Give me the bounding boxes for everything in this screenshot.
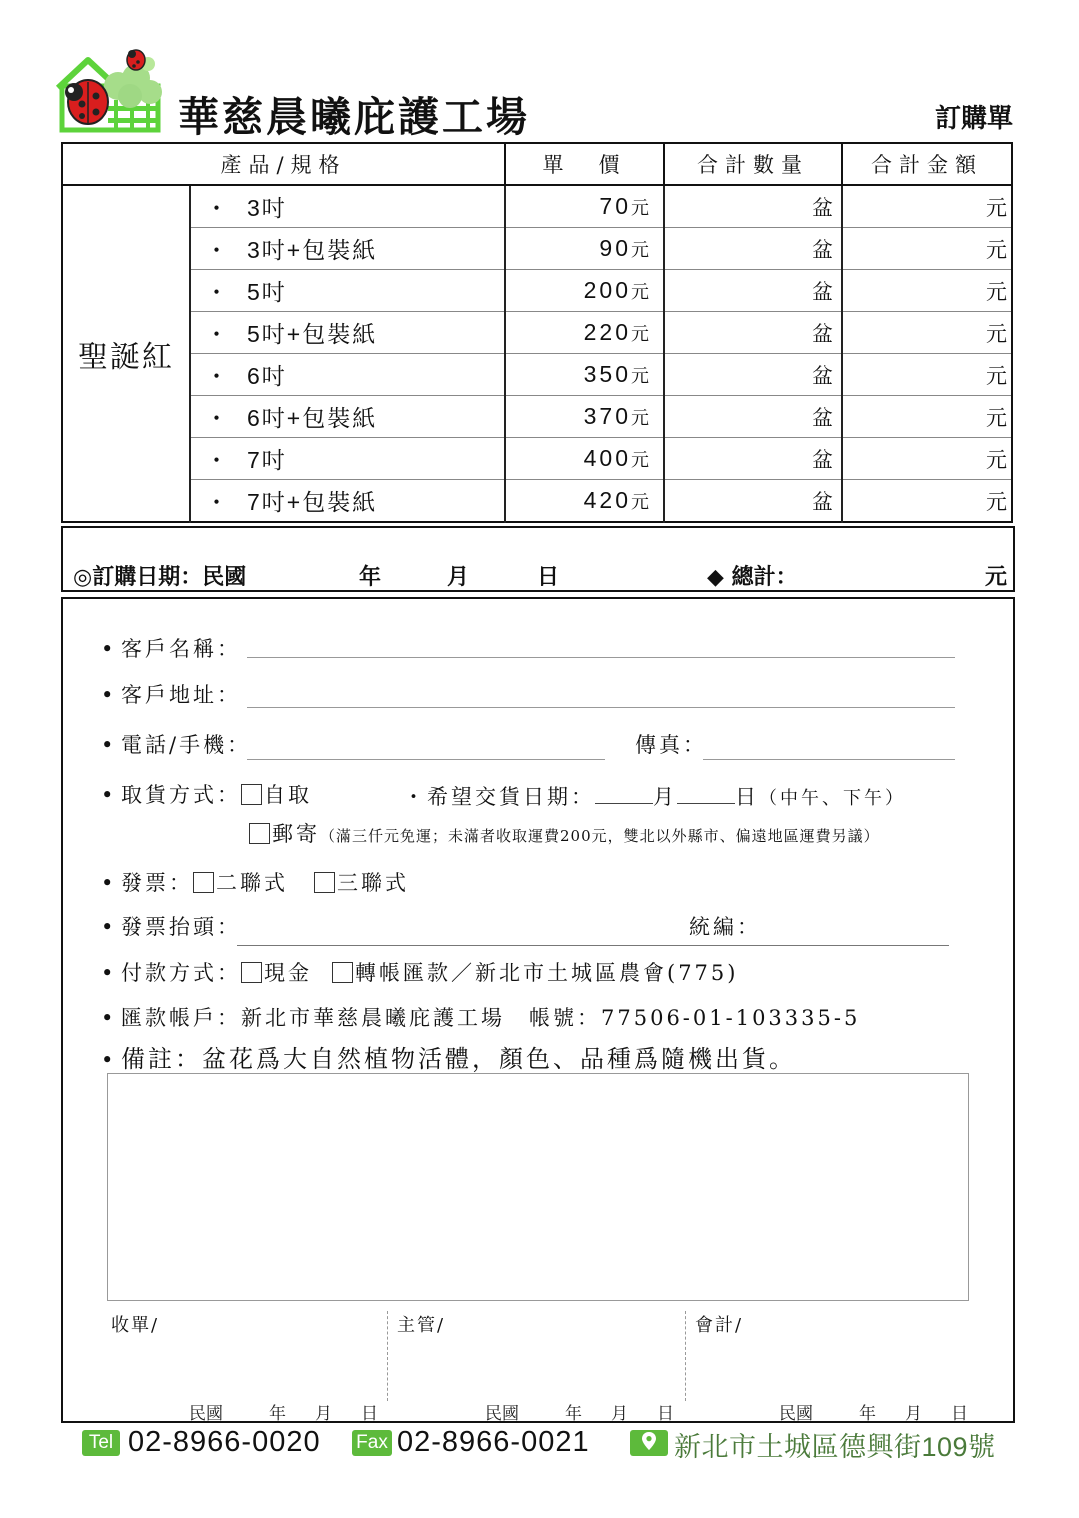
amount-unit: 元 bbox=[986, 490, 1007, 514]
customer-name-input[interactable] bbox=[247, 657, 955, 658]
map-pin-icon bbox=[630, 1430, 668, 1456]
fax-label: 傳真： bbox=[635, 733, 707, 757]
signature-divider bbox=[387, 1311, 388, 1401]
amount-unit: 元 bbox=[986, 448, 1007, 472]
remit-account-row: • 匯款帳戶：新北市華慈晨曦庇護工場 帳號：77506-01-103335-5 bbox=[101, 1006, 861, 1030]
customer-name-label: 客戶名稱： bbox=[121, 637, 241, 661]
bullet: ・ bbox=[205, 447, 228, 473]
invoice-row: • 發票： 二聯式 三聯式 bbox=[101, 871, 409, 895]
quantity-input-cell[interactable] bbox=[664, 270, 842, 312]
invoice-three-part-checkbox[interactable] bbox=[314, 872, 335, 893]
phone-label: 電話/手機： bbox=[121, 733, 252, 757]
quantity-input-cell[interactable] bbox=[664, 480, 842, 523]
grand-total-label: ◆ 總計： bbox=[707, 565, 798, 590]
pickup-mail-checkbox[interactable] bbox=[249, 823, 270, 844]
unit-price-unit: 元 bbox=[631, 324, 649, 344]
grand-total-unit[interactable]: 元 bbox=[984, 565, 1007, 590]
unit-price-cell bbox=[505, 438, 664, 480]
payment-cash-checkbox[interactable] bbox=[241, 962, 262, 983]
signature-receiver-label: 收單/ bbox=[111, 1315, 160, 1336]
spec-text: 5吋+包裝紙 bbox=[247, 321, 378, 347]
spec-text: 6吋 bbox=[247, 363, 287, 389]
table-row bbox=[62, 480, 1012, 523]
payment-transfer-label: 轉帳匯款／新北市土城區農會(775) bbox=[355, 961, 739, 985]
quantity-input-cell[interactable] bbox=[664, 312, 842, 354]
unit-price-cell bbox=[505, 312, 664, 354]
unit-price-value: 220 bbox=[583, 319, 631, 345]
table-row bbox=[62, 312, 1012, 354]
customer-address-label: 客戶地址： bbox=[121, 683, 241, 707]
column-header-total-amount: 合計金額 bbox=[842, 143, 1012, 185]
order-date-month[interactable]: 月 bbox=[447, 565, 470, 590]
column-header-unit-price: 單 價 bbox=[505, 143, 664, 185]
invoice-label: 發票： bbox=[121, 871, 193, 895]
delivery-date-label: ・希望交貨日期： bbox=[403, 785, 595, 809]
fax-badge-icon: Fax bbox=[352, 1430, 392, 1456]
column-header-total-quantity: 合計數量 bbox=[664, 143, 842, 185]
quantity-input-cell[interactable] bbox=[664, 354, 842, 396]
spec-cell bbox=[190, 312, 505, 354]
ladybug-house-logo-icon bbox=[52, 44, 170, 136]
document-title: 訂購單 bbox=[934, 104, 1013, 134]
delivery-time-note: （中午、下午） bbox=[759, 788, 906, 809]
unit-price-cell bbox=[505, 480, 664, 523]
amount-unit: 元 bbox=[986, 322, 1007, 346]
bullet: ・ bbox=[205, 405, 228, 431]
category-cell: 聖誕紅 bbox=[62, 185, 190, 522]
pickup-mail-row bbox=[249, 818, 880, 848]
amount-unit: 元 bbox=[986, 406, 1007, 430]
unit-price-unit: 元 bbox=[631, 450, 649, 470]
amount-input-cell[interactable] bbox=[842, 312, 1012, 354]
invoice-three-part-label: 三聯式 bbox=[337, 871, 409, 895]
invoice-title-row: • 發票抬頭： bbox=[101, 915, 241, 939]
unit-price-cell bbox=[505, 228, 664, 270]
quantity-unit: 盆 bbox=[812, 448, 833, 472]
tax-id-label: 統編： bbox=[689, 915, 761, 939]
payment-transfer-checkbox[interactable] bbox=[332, 962, 353, 983]
table-row bbox=[62, 228, 1012, 270]
quantity-input-cell[interactable] bbox=[664, 438, 842, 480]
invoice-two-part-label: 二聯式 bbox=[216, 871, 288, 895]
phone-row: • 電話/手機： bbox=[101, 733, 252, 757]
spec-cell bbox=[190, 270, 505, 312]
spec-cell bbox=[190, 396, 505, 438]
order-table bbox=[61, 142, 1013, 523]
telephone-number: 02-8966-0020 bbox=[128, 1426, 321, 1458]
bullet: ・ bbox=[205, 195, 228, 221]
amount-input-cell[interactable] bbox=[842, 228, 1012, 270]
pickup-label: 取貨方式： bbox=[121, 783, 241, 807]
spec-text: 6吋+包裝紙 bbox=[247, 405, 378, 431]
quantity-unit: 盆 bbox=[812, 322, 833, 346]
table-header-row bbox=[62, 143, 1012, 185]
customer-info-box: • 客戶名稱： • 客戶地址： • 電話/手機： 傳真： • 取貨方式： 自取 ・希望交貨日期： 月 日（中午、下午） 郵寄（滿三仟元免運；未滿者收取運費200元，雙北以外縣市、偏遠地區運費另議） • 發票： 二聯式 三聯式 • 發票抬頭： 統編： • 付款方式： 現金 轉帳匯款／新北市土城區農會(775) • 匯款帳戶：新北市華慈晨曦庇護工場 帳號：77506-01-103335-5 • 備註：盆花爲大自然植物活體，顏色、品種爲隨機出貨。 收單/ 主管/ 會計/ 民國 年 月 日 民國 年 月 日 民國 年 月 日 bbox=[61, 597, 1015, 1423]
unit-price-value: 90 bbox=[599, 235, 631, 261]
bullet: ・ bbox=[205, 489, 228, 515]
customer-address-input[interactable] bbox=[247, 707, 955, 708]
quantity-unit: 盆 bbox=[812, 238, 833, 262]
unit-price-unit: 元 bbox=[631, 408, 649, 428]
delivery-month-label: 月 bbox=[653, 785, 677, 809]
unit-price-value: 70 bbox=[599, 193, 631, 219]
unit-price-value: 350 bbox=[583, 361, 631, 387]
spec-cell bbox=[190, 438, 505, 480]
remark-text: 備註：盆花爲大自然植物活體，顏色、品種爲隨機出貨。 bbox=[121, 1045, 796, 1073]
table-row bbox=[62, 185, 1012, 228]
quantity-unit: 盆 bbox=[812, 406, 833, 430]
remit-account-text: 匯款帳戶：新北市華慈晨曦庇護工場 帳號：77506-01-103335-5 bbox=[121, 1006, 861, 1030]
spec-cell bbox=[190, 185, 505, 228]
customer-address-row: • 客戶地址： bbox=[101, 683, 241, 707]
unit-price-value: 400 bbox=[583, 445, 631, 471]
company-name: 華慈晨曦庇護工場 bbox=[178, 93, 530, 141]
address-text: 新北市土城區德興街109號 bbox=[674, 1432, 996, 1462]
unit-price-unit: 元 bbox=[631, 198, 649, 218]
quantity-unit: 盆 bbox=[812, 196, 833, 220]
amount-unit: 元 bbox=[986, 280, 1007, 304]
delivery-day-label: 日 bbox=[735, 785, 759, 809]
column-header-product: 產品/規格 bbox=[62, 143, 505, 185]
unit-price-value: 200 bbox=[583, 277, 631, 303]
quantity-unit: 盆 bbox=[812, 490, 833, 514]
pickup-self-label: 自取 bbox=[264, 783, 312, 807]
amount-input-cell[interactable] bbox=[842, 438, 1012, 480]
spec-text: 3吋+包裝紙 bbox=[247, 237, 378, 263]
spec-text: 5吋 bbox=[247, 279, 287, 305]
fax-input[interactable] bbox=[703, 759, 955, 760]
tel-badge-icon: Tel bbox=[82, 1430, 120, 1456]
amount-unit: 元 bbox=[986, 364, 1007, 388]
bullet: ・ bbox=[205, 279, 228, 305]
spec-cell bbox=[190, 354, 505, 396]
bullet: ・ bbox=[205, 363, 228, 389]
bullet: ・ bbox=[205, 321, 228, 347]
quantity-unit: 盆 bbox=[812, 364, 833, 388]
unit-price-unit: 元 bbox=[631, 492, 649, 512]
table-row bbox=[62, 438, 1012, 480]
payment-label: 付款方式： bbox=[121, 961, 241, 985]
table-row bbox=[62, 396, 1012, 438]
amount-input-cell[interactable] bbox=[842, 185, 1012, 228]
pickup-self-checkbox[interactable] bbox=[241, 784, 262, 805]
signature-divider bbox=[685, 1311, 686, 1401]
unit-price-value: 420 bbox=[583, 487, 631, 513]
order-date-bar bbox=[61, 526, 1015, 592]
unit-price-unit: 元 bbox=[631, 240, 649, 260]
invoice-title-input[interactable] bbox=[237, 945, 949, 946]
amount-input-cell[interactable] bbox=[842, 396, 1012, 438]
table-row bbox=[62, 270, 1012, 312]
payment-cash-label: 現金 bbox=[264, 961, 312, 985]
spec-text: 7吋 bbox=[247, 447, 287, 473]
quantity-unit: 盆 bbox=[812, 280, 833, 304]
unit-price-cell bbox=[505, 270, 664, 312]
phone-input[interactable] bbox=[247, 759, 605, 760]
quantity-input-cell[interactable] bbox=[664, 185, 842, 228]
spec-cell bbox=[190, 480, 505, 523]
amount-unit: 元 bbox=[986, 238, 1007, 262]
unit-price-cell bbox=[505, 354, 664, 396]
amount-unit: 元 bbox=[986, 196, 1007, 220]
signature-accountant-label: 會計/ bbox=[695, 1315, 744, 1336]
customer-name-row: • 客戶名稱： bbox=[101, 637, 241, 661]
unit-price-unit: 元 bbox=[631, 366, 649, 386]
invoice-two-part-checkbox[interactable] bbox=[193, 872, 214, 893]
amount-input-cell[interactable] bbox=[842, 480, 1012, 523]
unit-price-cell bbox=[505, 396, 664, 438]
unit-price-value: 370 bbox=[583, 403, 631, 429]
payment-row: • 付款方式： 現金 轉帳匯款／新北市土城區農會(775) bbox=[101, 961, 739, 985]
contact-footer bbox=[82, 1428, 1022, 1460]
spec-text: 3吋 bbox=[247, 195, 287, 221]
amount-input-cell[interactable] bbox=[842, 354, 1012, 396]
quantity-input-cell[interactable] bbox=[664, 228, 842, 270]
spec-cell bbox=[190, 228, 505, 270]
order-date-day[interactable]: 日 bbox=[537, 565, 560, 590]
pickup-mail-label: 郵寄 bbox=[272, 822, 320, 846]
bullet: ・ bbox=[205, 237, 228, 263]
unit-price-cell bbox=[505, 185, 664, 228]
invoice-title-label: 發票抬頭： bbox=[121, 915, 241, 939]
remark-textarea[interactable] bbox=[107, 1073, 969, 1301]
signature-manager-label: 主管/ bbox=[397, 1315, 446, 1336]
fax-number: 02-8966-0021 bbox=[397, 1426, 590, 1458]
spec-text: 7吋+包裝紙 bbox=[247, 489, 378, 515]
delivery-date-row bbox=[403, 781, 906, 811]
unit-price-unit: 元 bbox=[631, 282, 649, 302]
table-row bbox=[62, 354, 1012, 396]
order-date-label: ◎訂購日期：民國 bbox=[73, 565, 247, 590]
shipping-fee-note: （滿三仟元免運；未滿者收取運費200元，雙北以外縣市、偏遠地區運費另議） bbox=[320, 827, 880, 845]
delivery-day-input[interactable] bbox=[677, 785, 735, 804]
amount-input-cell[interactable] bbox=[842, 270, 1012, 312]
order-date-year[interactable]: 年 bbox=[359, 565, 382, 590]
remark-row: • 備註：盆花爲大自然植物活體，顏色、品種爲隨機出貨。 bbox=[101, 1045, 796, 1073]
quantity-input-cell[interactable] bbox=[664, 396, 842, 438]
pickup-row: • 取貨方式： 自取 bbox=[101, 783, 312, 807]
delivery-month-input[interactable] bbox=[595, 785, 653, 804]
